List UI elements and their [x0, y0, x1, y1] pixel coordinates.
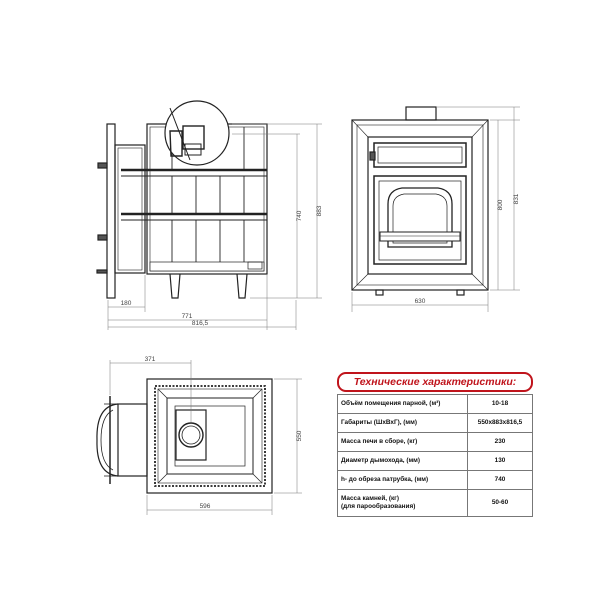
- specs-table: [337, 394, 533, 517]
- spec-label: Масса камней, (кг) (для парообразования): [338, 490, 468, 517]
- spec-row: [338, 490, 533, 517]
- spec-value: 740: [468, 471, 533, 490]
- spec-value: 550x883x816,5: [468, 414, 533, 433]
- spec-label: h- до обреза патрубка, (мм): [338, 471, 468, 490]
- dim-front-height-total: 831: [513, 193, 520, 205]
- top-view: [97, 360, 302, 515]
- spec-row: [338, 433, 533, 452]
- specs-title: Технические характеристики:: [337, 372, 533, 392]
- dim-top-offset: 371: [144, 356, 156, 363]
- specs-panel: [337, 372, 533, 517]
- spec-label: Габариты (ШхВхГ), (мм): [338, 414, 468, 433]
- spec-value: 130: [468, 452, 533, 471]
- dim-front-height-body: 800: [497, 199, 504, 211]
- dim-side-width-body: 771: [181, 313, 193, 320]
- spec-label: Объём помещения парной, (м³): [338, 395, 468, 414]
- dim-side-height-total: 883: [316, 205, 323, 217]
- dim-front-width: 630: [414, 298, 426, 305]
- spec-label: Диаметр дымохода, (мм): [338, 452, 468, 471]
- front-view: [352, 107, 520, 312]
- spec-row: [338, 471, 533, 490]
- side-view: [97, 101, 322, 330]
- spec-label: Масса печи в сборе, (кг): [338, 433, 468, 452]
- spec-value: 10-18: [468, 395, 533, 414]
- spec-value: 50-60: [468, 490, 533, 517]
- dim-side-width-total: 816,5: [191, 320, 209, 327]
- dim-top-width: 596: [199, 503, 211, 510]
- dim-side-height-pipe: 740: [296, 210, 303, 222]
- spec-row: [338, 452, 533, 471]
- spec-row: [338, 414, 533, 433]
- spec-row: [338, 395, 533, 414]
- dim-top-depth: 550: [296, 430, 303, 442]
- spec-value: 230: [468, 433, 533, 452]
- dim-side-width-door: 180: [120, 300, 132, 307]
